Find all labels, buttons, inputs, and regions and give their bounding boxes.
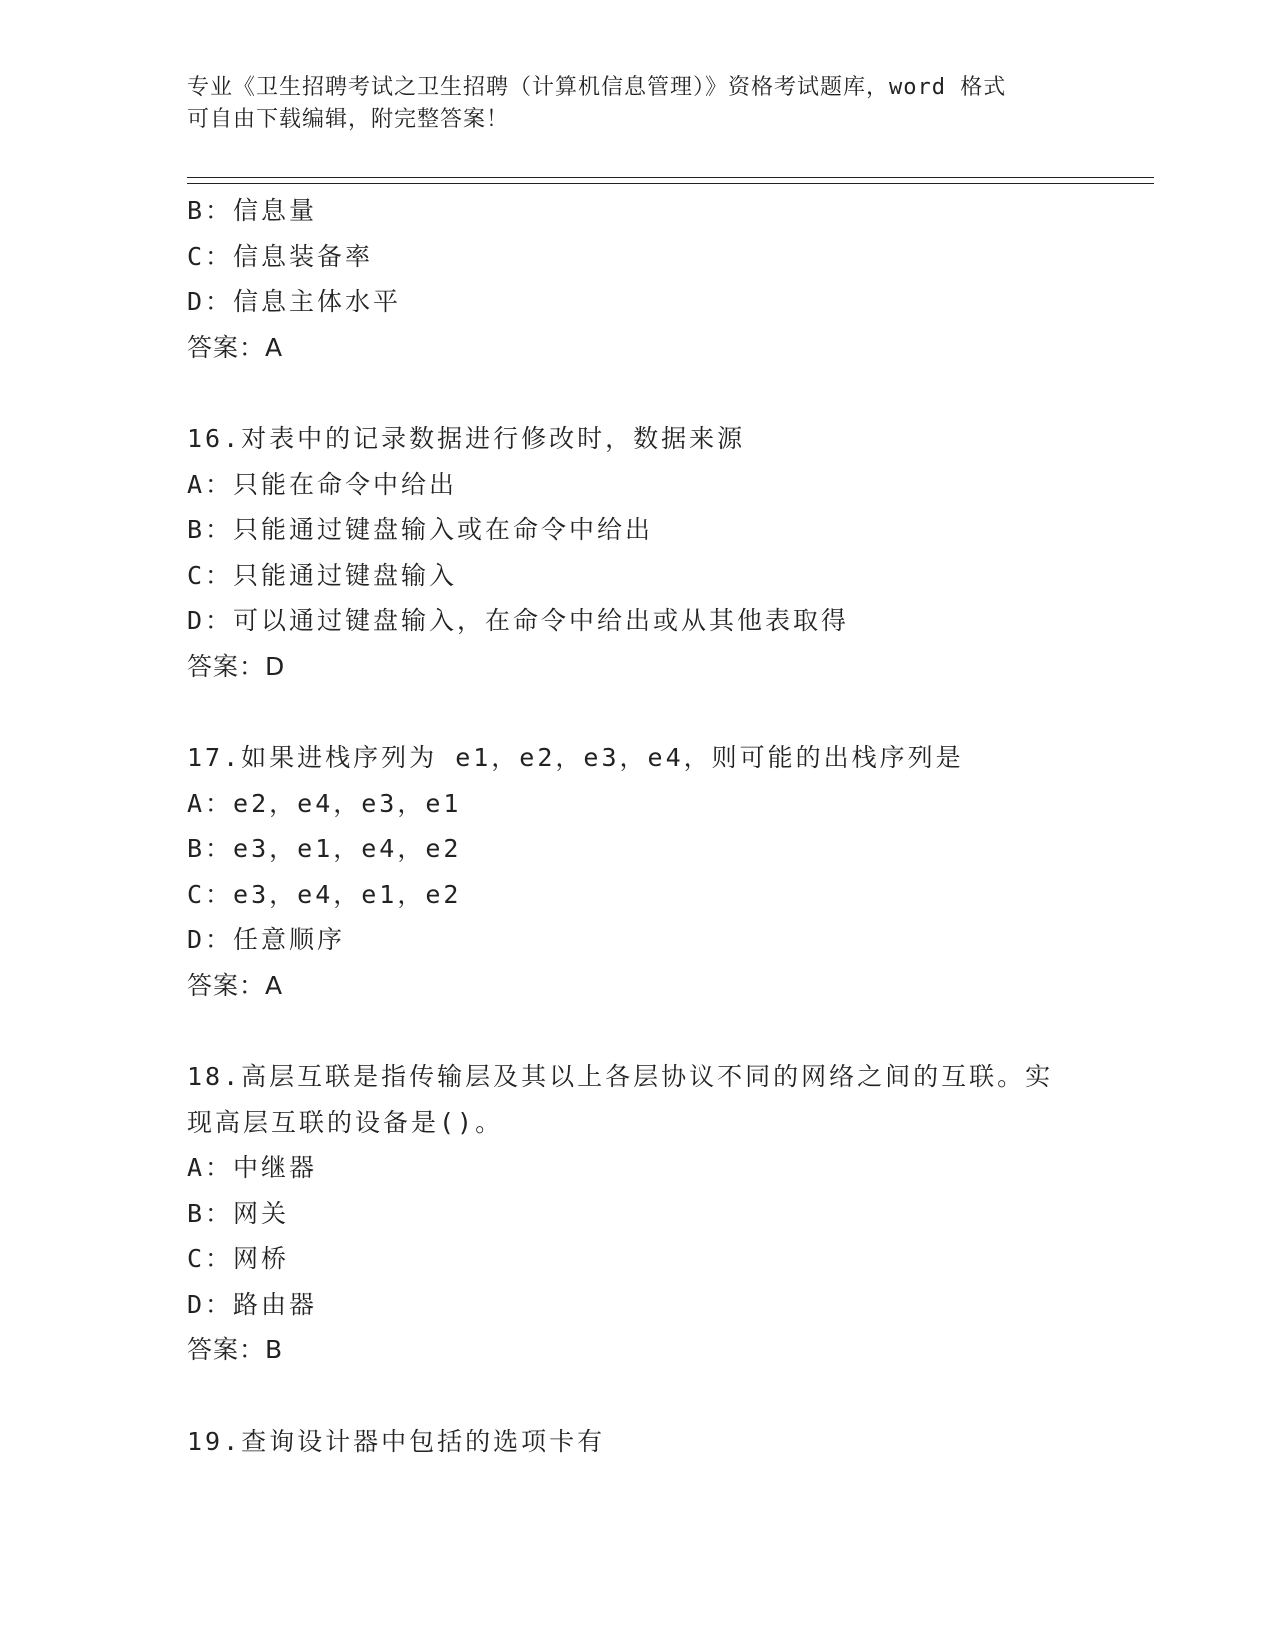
header-divider — [187, 177, 1154, 184]
option-d: D：任意顺序 — [187, 925, 346, 954]
option-a: A：e2，e4，e3，e1 — [187, 788, 462, 818]
header-line-1: 专业《卫生招聘考试之卫生招聘（计算机信息管理）》资格考试题库，word 格式 — [187, 75, 1007, 100]
option-b: B：e3，e1，e4，e2 — [187, 834, 462, 863]
question-18: 18.高层互联是指传输层及其以上各层协议不同的网络之间的互联。实 — [187, 1062, 1054, 1091]
option-d: D：可以通过键盘输入，在命令中给出或从其他表取得 — [187, 606, 850, 635]
option-d: D：信息主体水平 — [187, 287, 402, 316]
option-c: C：网桥 — [187, 1244, 290, 1273]
option-c: C：e3，e4，e1，e2 — [187, 879, 462, 909]
option-c: C：信息装备率 — [187, 241, 374, 271]
spacer — [187, 1373, 1087, 1419]
answer: 答案：A — [187, 970, 284, 1000]
option-a: A：只能在命令中给出 — [187, 469, 458, 499]
option-b: B：信息量 — [187, 196, 318, 225]
option-d: D：路由器 — [187, 1289, 318, 1319]
page-header — [187, 72, 1067, 136]
answer: 答案：A — [187, 332, 284, 362]
header-line-2: 可自由下载编辑，附完整答案！ — [187, 107, 510, 132]
option-b: B：只能通过键盘输入或在命令中给出 — [187, 515, 654, 544]
question-17: 17.如果进栈序列为 e1，e2，e3，e4，则可能的出栈序列是 — [187, 743, 964, 772]
option-c: C：只能通过键盘输入 — [187, 560, 458, 590]
question-18-continued: 现高层互联的设备是()。 — [187, 1107, 504, 1137]
spacer — [187, 370, 1087, 416]
answer: 答案：B — [187, 1335, 284, 1364]
answer: 答案：D — [187, 651, 286, 681]
question-content — [187, 188, 1087, 1464]
option-b: B：网关 — [187, 1198, 290, 1228]
spacer — [187, 689, 1087, 735]
spacer — [187, 1008, 1087, 1054]
question-19: 19.查询设计器中包括的选项卡有 — [187, 1426, 606, 1456]
option-a: A：中继器 — [187, 1153, 318, 1182]
question-16: 16.对表中的记录数据进行修改时，数据来源 — [187, 424, 746, 453]
